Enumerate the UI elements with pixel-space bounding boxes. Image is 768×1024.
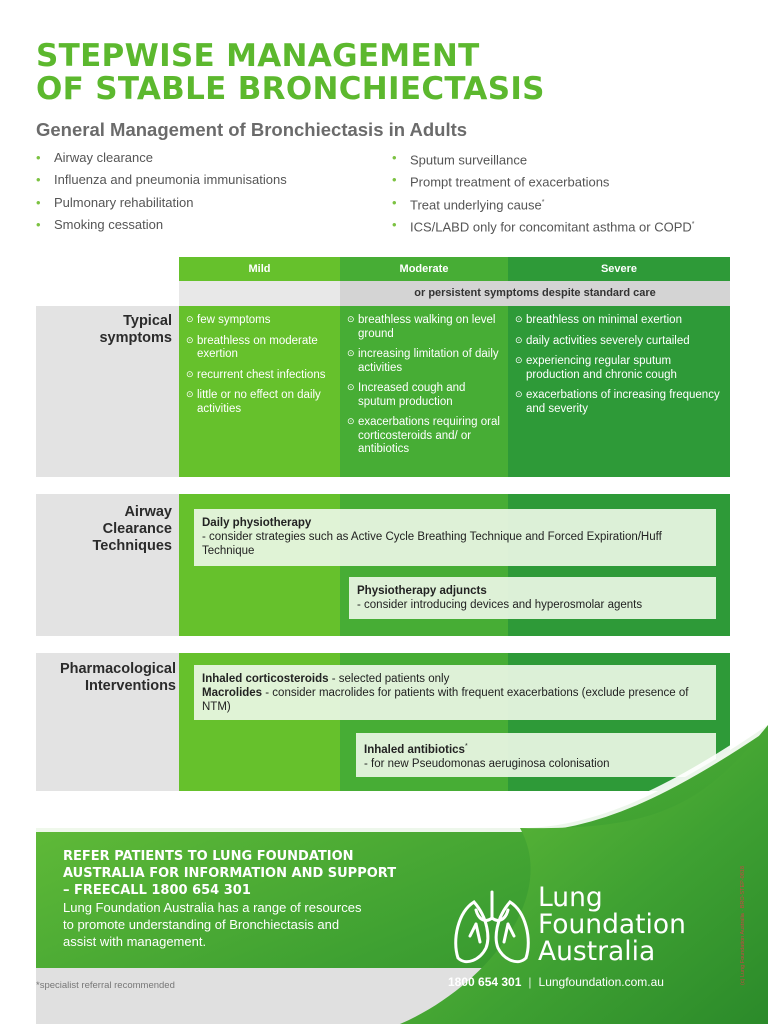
list-item: • Smoking cessation	[36, 215, 287, 237]
persistent-symptoms-note: or persistent symptoms despite standard care	[340, 281, 730, 306]
symptoms-mild-list	[186, 314, 336, 423]
list-item: ⊙ recurrent chest infections	[186, 369, 336, 383]
general-list-left	[36, 148, 287, 237]
list-item: ⊙ little or no effect on daily activities	[186, 389, 336, 416]
box-title: Physiotherapy adjuncts	[357, 585, 487, 597]
row-label-text: Pharmacological Interventions	[59, 661, 176, 694]
brand-line: Foundation	[538, 909, 686, 940]
macrolides-line: Macrolides - consider macrolides for patients with frequent exacerbations (exclude presence of NTM)	[202, 687, 689, 713]
title-line-1: STEPWISE MANAGEMENT	[36, 38, 480, 74]
symptoms-severe-list	[515, 314, 725, 423]
list-item-text: Prompt treatment of exacerbations	[410, 174, 610, 190]
list-item: ⊙ breathless on minimal exertion	[515, 314, 725, 328]
list-item-text: ICS/LABD only for concomitant asthma or COPD	[410, 219, 692, 235]
list-item: ⊙ increasing limitation of daily activities	[347, 348, 502, 375]
box-title: Daily physiotherapy	[202, 517, 312, 529]
list-item: ⊙ exacerbations of increasing frequency and severity	[515, 389, 725, 416]
list-item	[392, 215, 695, 237]
footnote-marker: *	[691, 220, 695, 228]
row-label-text: Airway Clearance Techniques	[92, 504, 172, 554]
list-item: ⊙ breathless walking on level ground	[347, 314, 502, 341]
brand-line: Australia	[538, 936, 656, 967]
section-subtitle: General Management of Bronchiectasis in Adults	[36, 119, 468, 140]
severity-header-moderate: Moderate	[340, 257, 508, 281]
symptoms-moderate-list	[347, 314, 502, 464]
box-text: - consider introducing devices and hyperosmolar agents	[357, 599, 643, 611]
list-item: ⊙ daily activities severely curtailed	[515, 335, 725, 349]
row-label-symptoms	[36, 306, 179, 477]
box-text: - consider strategies such as Active Cycle Breathing Technique and Forced Expiration/Huff Technique	[202, 531, 662, 557]
box-text: - for new Pseudomonas aeruginosa colonisation	[364, 757, 610, 770]
list-item: • Influenza and pneumonia immunisations	[36, 170, 287, 192]
list-item	[392, 148, 695, 170]
contact-line	[448, 975, 664, 989]
footnote-marker: *	[541, 198, 545, 206]
list-item: ⊙ few symptoms	[186, 314, 336, 328]
row-label-airway	[36, 494, 179, 636]
website-link[interactable]: Lungfoundation.com.au	[538, 975, 664, 989]
list-item: • Airway clearance	[36, 148, 287, 170]
list-item: ⊙ Increased cough and sputum production	[347, 382, 502, 409]
list-item: ⊙ experiencing regular sputum production and chronic cough	[515, 355, 725, 382]
list-item: • Pulmonary rehabilitation	[36, 193, 287, 215]
row-label-text: Typical symptoms	[99, 313, 172, 346]
document-code: (c) Lung Foundation Australia · BRO-STEP-0818	[740, 866, 746, 985]
phone-number: 1800 654 301	[448, 975, 522, 989]
list-item	[392, 170, 695, 192]
physio-adjuncts-box	[349, 577, 716, 619]
severity-header-mild: Mild	[179, 257, 340, 281]
list-item-text: Sputum surveillance	[410, 152, 528, 168]
ics-line: Inhaled corticosteroids - selected patients only	[202, 673, 450, 685]
list-item: ⊙ breathless on moderate exertion	[186, 335, 336, 362]
header-spacer	[179, 281, 340, 306]
refer-body-text: Lung Foundation Australia has a range of resources to promote understanding of Bronchiectasis and assist with management.	[63, 900, 362, 949]
list-item-text: Treat underlying cause	[410, 196, 542, 212]
refer-heading: REFER PATIENTS TO LUNG FOUNDATION AUSTRALIA FOR INFORMATION AND SUPPORT – FREECALL 1800 654 301	[63, 849, 397, 898]
separator: |	[528, 975, 532, 989]
severity-header-severe: Severe	[508, 257, 730, 281]
brand-wordmark	[538, 884, 686, 965]
brand-line: Lung	[538, 882, 603, 913]
general-list-right	[392, 148, 695, 237]
lungs-logo-icon	[450, 888, 534, 968]
list-item	[392, 193, 695, 215]
box-title: Inhaled antibiotics*	[364, 743, 468, 756]
page-title	[36, 40, 636, 106]
daily-physiotherapy-box	[194, 509, 716, 566]
footnote: *specialist referral recommended	[36, 980, 175, 991]
title-line-2: OF STABLE BRONCHIECTASIS	[36, 71, 545, 107]
list-item: ⊙ exacerbations requiring oral corticosteroids and/ or antibiotics	[347, 416, 502, 457]
